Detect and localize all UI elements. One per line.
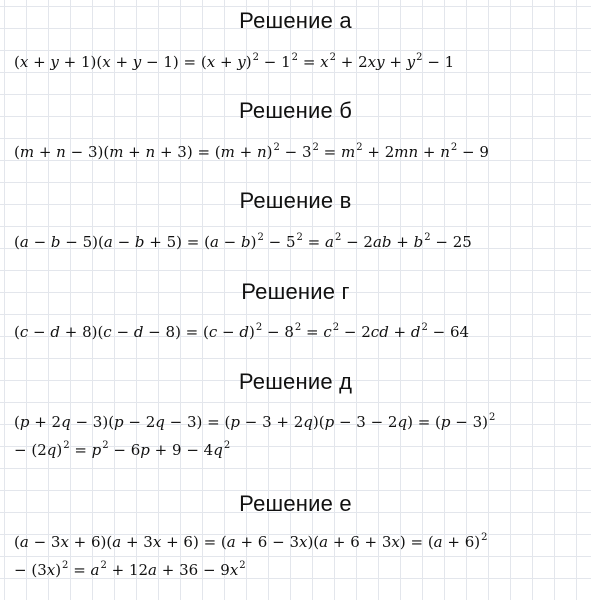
- formula-term: − (3𝑥): [14, 561, 62, 579]
- exponent: 2: [416, 52, 423, 63]
- exponent: 2: [296, 232, 303, 243]
- formula-line: [14, 232, 472, 255]
- solution-heading: Решение г: [241, 279, 350, 304]
- formula-term: (𝑎 − 3𝑥 + 6)(𝑎 + 3𝑥 + 6) = (𝑎 + 6 − 3𝑥)(𝑎 + 6 + 3𝑥) = (𝑎 + 6): [14, 533, 481, 551]
- solution-heading: Решение е: [239, 491, 352, 516]
- formula-term: + 2𝑥𝑦 + 𝑦: [336, 53, 416, 71]
- formula-term: + 12𝑎 + 36 − 9𝑥: [106, 561, 239, 579]
- exponent: 2: [356, 142, 363, 153]
- formula-line: [14, 52, 454, 75]
- formula-term: − 5: [263, 233, 296, 251]
- formula-term: − 2𝑎𝑏 + 𝑏: [341, 233, 424, 251]
- exponent: 2: [63, 440, 70, 451]
- formula-term: = 𝑎: [302, 233, 334, 251]
- exponent: 2: [223, 440, 231, 451]
- formula-term: − 8: [262, 323, 294, 341]
- solution-a: [0, 7, 591, 71]
- exponent: 2: [252, 52, 260, 63]
- formula-term: = 𝑚: [318, 143, 356, 161]
- formula-term: − 9: [457, 143, 489, 161]
- exponent: 2: [62, 560, 69, 571]
- exponent: 2: [424, 232, 431, 243]
- formula-line: [14, 142, 489, 165]
- formula-term: = 𝑎: [68, 561, 100, 579]
- exponent: 2: [450, 142, 458, 153]
- exponent: 2: [332, 322, 340, 333]
- solution-heading: Решение д: [238, 369, 353, 394]
- solution-v: [0, 187, 591, 251]
- formula-term: (𝑐 − 𝑑 + 8)(𝑐 − 𝑑 − 8) = (𝑐 − 𝑑): [14, 323, 255, 341]
- solution-heading: Решение б: [238, 98, 352, 123]
- exponent: 2: [481, 532, 488, 543]
- exponent: 2: [273, 142, 280, 153]
- formula-term: = 𝑝: [69, 441, 102, 459]
- formula-term: − 1: [422, 53, 455, 71]
- exponent: 2: [334, 232, 342, 243]
- exponent: 2: [100, 560, 107, 571]
- formula-term: − (2𝑞): [14, 441, 63, 459]
- formula-line-continued: [14, 560, 246, 583]
- formula-line-continued: [14, 440, 230, 463]
- exponent: 2: [291, 52, 299, 63]
- formula-term: − 6𝑝 + 9 − 4𝑞: [108, 441, 223, 459]
- exponent: 2: [102, 440, 109, 451]
- solution-b: [0, 97, 591, 161]
- formula-term: (𝑝 + 2𝑞 − 3)(𝑝 − 2𝑞 − 3) = (𝑝 − 3 + 2𝑞)(𝑝 − 3 − 2𝑞) = (𝑝 − 3): [14, 413, 488, 431]
- formula-line: [14, 532, 488, 555]
- formula-line: [14, 412, 495, 435]
- formula-term: − 1: [259, 53, 291, 71]
- formula-term: (𝑎 − 𝑏 − 5)(𝑎 − 𝑏 + 5) = (𝑎 − 𝑏): [14, 233, 257, 251]
- solution-d: [0, 368, 591, 459]
- formula-term: − 3: [279, 143, 312, 161]
- exponent: 2: [329, 52, 336, 63]
- formula-line: [14, 322, 469, 345]
- exponent: 2: [294, 322, 302, 333]
- formula-term: + 2𝑚𝑛 + 𝑛: [362, 143, 450, 161]
- formula-term: (𝑥 + 𝑦 + 1)(𝑥 + 𝑦 − 1) = (𝑥 + 𝑦): [14, 53, 252, 71]
- formula-term: = 𝑥: [298, 53, 329, 71]
- solution-g: [0, 278, 591, 341]
- formula-term: − 25: [430, 233, 472, 251]
- solution-heading: Решение а: [239, 8, 352, 33]
- exponent: 2: [239, 560, 246, 571]
- exponent: 2: [421, 322, 428, 333]
- exponent: 2: [488, 412, 496, 423]
- solution-e: [0, 490, 591, 579]
- formula-term: = 𝑐: [301, 323, 332, 341]
- formula-term: − 2𝑐𝑑 + 𝑑: [339, 323, 421, 341]
- formula-term: − 64: [427, 323, 470, 341]
- exponent: 2: [257, 232, 264, 243]
- solution-heading: Решение в: [239, 188, 352, 213]
- exponent: 2: [255, 322, 263, 333]
- formula-term: (𝑚 + 𝑛 − 3)(𝑚 + 𝑛 + 3) = (𝑚 + 𝑛): [14, 143, 273, 161]
- exponent: 2: [312, 142, 319, 153]
